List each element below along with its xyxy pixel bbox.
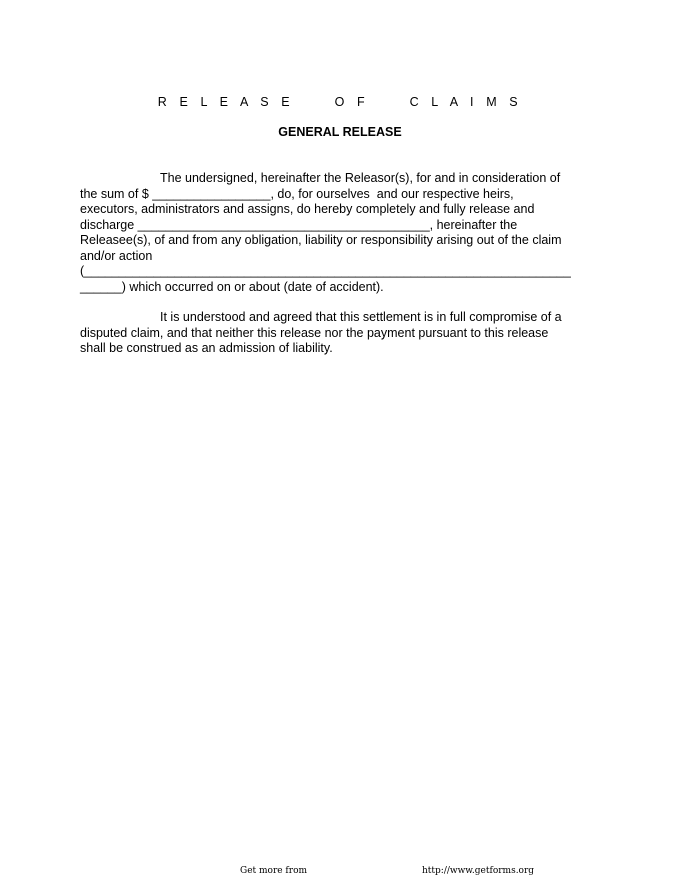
document-subtitle: GENERAL RELEASE: [278, 125, 402, 139]
paragraph-line: discharge __________________________________________, hereinafter the: [80, 217, 518, 232]
footer-text: Get more from: [240, 866, 308, 876]
paragraph-line: disputed claim, and that neither this release nor the payment pursuant to this release: [80, 325, 549, 340]
paragraph-line: Releasee(s), of and from any obligation, liability or responsibility arising out of the claim: [80, 233, 562, 247]
paragraph-line: ______) which occurred on or about (date of accident).: [80, 279, 384, 294]
agreement-paragraph: [80, 310, 600, 357]
paragraph-line: and/or action: [80, 248, 153, 263]
release-paragraph: [80, 171, 600, 295]
footer-link[interactable]: http://www.getforms.org: [422, 866, 535, 876]
paragraph-line: (______________________________________________________________________: [80, 264, 571, 278]
paragraph-line: The undersigned, hereinafter the Releasor(s), for and in consideration of: [160, 171, 561, 185]
paragraph-line: executors, administrators and assigns, do hereby completely and fully release and: [80, 202, 535, 216]
document-title: R E L E A S E O F C L A I M S: [157, 95, 523, 109]
paragraph-line: shall be construed as an admission of liability.: [80, 341, 333, 355]
paragraph-line: the sum of $ _________________, do, for ourselves and our respective heirs,: [80, 186, 514, 201]
paragraph-line: It is understood and agreed that this settlement is in full compromise of a: [160, 310, 562, 324]
